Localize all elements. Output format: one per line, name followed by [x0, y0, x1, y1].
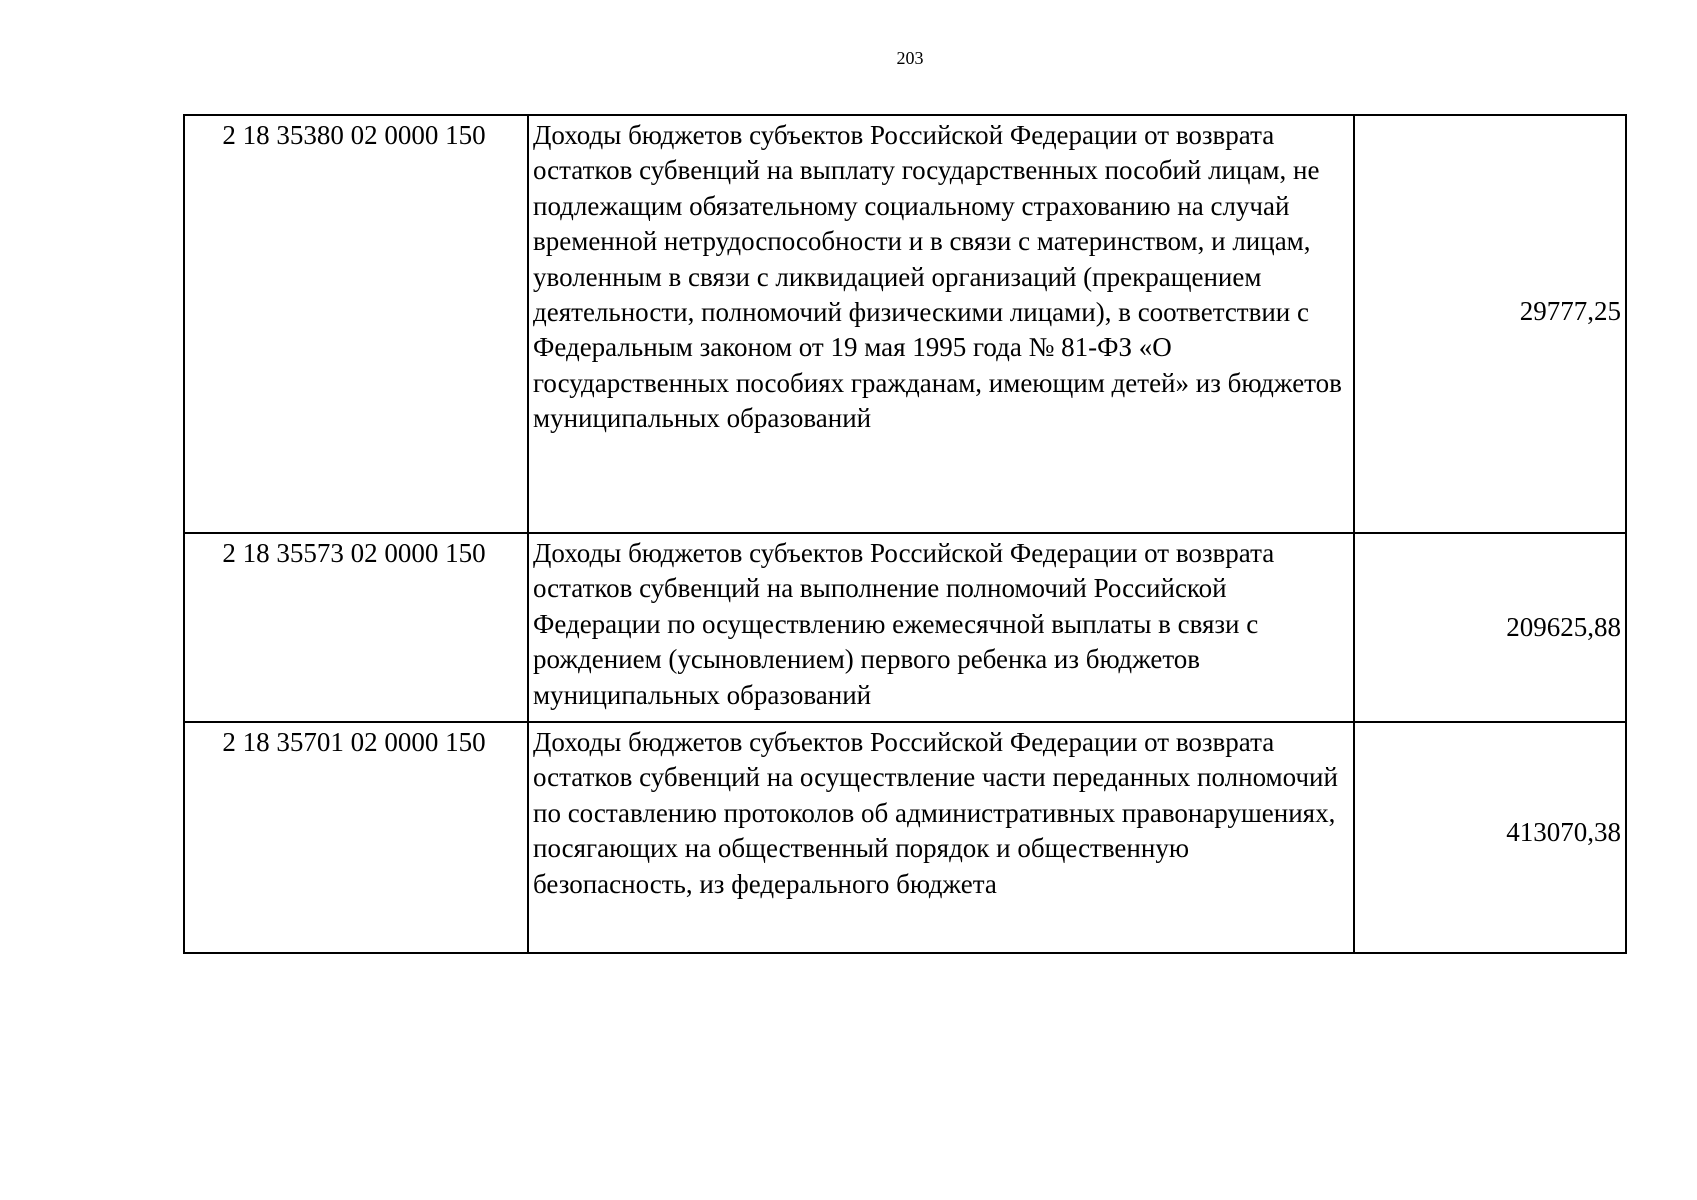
income-description: Доходы бюджетов субъектов Российской Федерации от возврата остатков субвенций на выплату государственных пособий лицам, не подлежащим обязательному социальному страхованию на случай временной нетрудоспособности и в связи с материнством, и лицам, уволенным в связи с ликвидацией организаций (прекращением деятельности, полномочий физическими лицами), в соответствии с Федеральным законом от 19 мая 1995 года № 81-ФЗ «О государственных пособиях гражданам, имеющим детей» из бюджетов муниципальных образований	[528, 115, 1354, 533]
budget-classification-code: 2 18 35701 02 0000 150	[184, 722, 528, 953]
income-description: Доходы бюджетов субъектов Российской Федерации от возврата остатков субвенций на выполнение полномочий Российской Федерации по осуществлению ежемесячной выплаты в связи с рождением (усыновлением) первого ребенка из бюджетов муниципальных образований	[528, 533, 1354, 722]
budget-classification-code: 2 18 35573 02 0000 150	[184, 533, 528, 722]
table-row	[184, 115, 1626, 533]
table-row	[184, 722, 1626, 953]
table-row	[184, 533, 1626, 722]
budget-income-table	[183, 114, 1627, 954]
income-description: Доходы бюджетов субъектов Российской Федерации от возврата остатков субвенций на осуществление части переданных полномочий по составлению протоколов об административных правонарушениях, посягающих на общественный порядок и общественную безопасность, из федерального бюджета	[528, 722, 1354, 953]
income-amount: 413070,38	[1354, 722, 1626, 953]
page-number: 203	[896, 48, 924, 68]
budget-classification-code: 2 18 35380 02 0000 150	[184, 115, 528, 533]
income-amount: 29777,25	[1354, 115, 1626, 533]
income-amount: 209625,88	[1354, 533, 1626, 722]
